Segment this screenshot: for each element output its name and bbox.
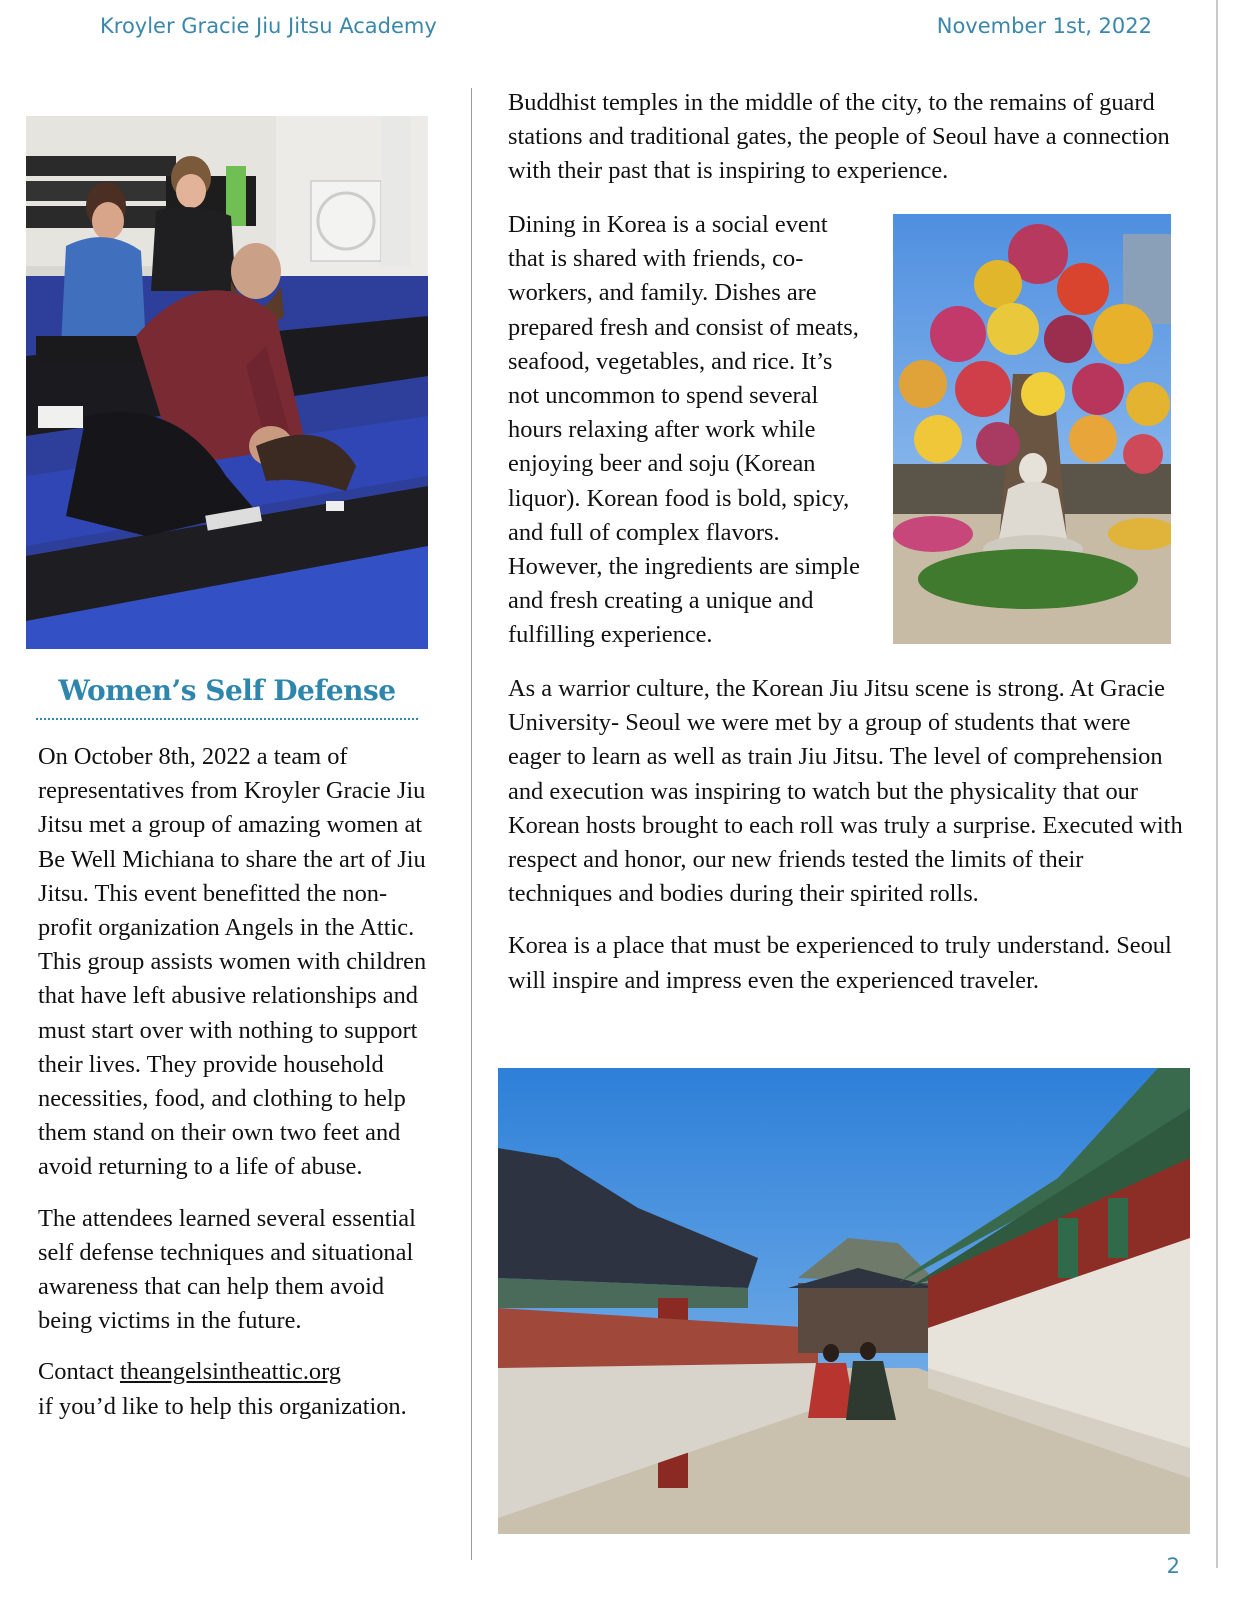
dining-paragraph: Dining in Korea is a social event that is shared with friends, co-workers, and family. Dishes are prepared fresh and consist of meats, seafood, vegetables, and rice. It’s not uncommon to spend several hours relaxing after work while enjoying beer and soju (Korean liquor). Korean food is bold, spicy, and full of complex flavors. However, the ingredients are simple and fresh creating a unique and fulfilling experience. (508, 211, 860, 649)
temples-paragraph-block (508, 86, 1188, 207)
header-date: November 1st, 2022 (936, 14, 1152, 38)
korea-closing-paragraph: Korea is a place that must be experienced to truly understand. Seoul will inspire and impress even the experienced traveler. (508, 932, 1172, 994)
title-dotted-underline (36, 718, 418, 720)
self-defense-class-photo (26, 116, 428, 649)
angels-in-the-attic-link[interactable]: theangelsintheattic.org (119, 1358, 341, 1386)
left-column-text (38, 740, 438, 1441)
self-defense-paragraph-2: The attendees learned several essential self defense techniques and situational awareness that can help them avoid being victims in the future. (38, 1204, 416, 1335)
temples-paragraph: Buddhist temples in the middle of the city, to the remains of guard stations and traditional gates, the people of Seoul have a connection with their past that is inspiring to experience. (508, 89, 1170, 185)
warrior-culture-paragraph: As a warrior culture, the Korean Jiu Jitsu scene is strong. At Gracie University- Seoul we were met by a group of students that were eager to learn as well as train Jiu Jitsu. The level of comprehension and execution was inspiring to watch but the physicality that our Korean hosts brought to each roll was truly a surprise. Executed with respect and honor, our new friends tested the limits of their techniques and bodies during their spirited rolls. (508, 675, 1183, 908)
page-number: 2 (1166, 1554, 1180, 1578)
self-defense-paragraph-1: On October 8th, 2022 a team of representatives from Kroyler Gracie Jiu Jitsu met a group of amazing women at Be Well Michiana to share the art of Jiu Jitsu. This event benefitted the non-profit organization Angels in the Attic. This group assists women with children that have left abusive relationships and must start over with nothing to support their lives. They provide household necessities, food, and clothing to help them stand on their own two feet and avoid returning to a life of abuse. (38, 743, 427, 1181)
contact-suffix: if you’d like to help this organization. (38, 1392, 407, 1420)
page-edge-divider (1216, 0, 1218, 1568)
contact-paragraph (38, 1355, 438, 1423)
section-title-womens-self-defense: Women’s Self Defense (58, 674, 396, 707)
dining-paragraph-block (508, 208, 860, 671)
korea-text-block (508, 672, 1188, 1016)
flower-tree-buddha-photo (893, 214, 1171, 644)
palace-alley-photo (498, 1068, 1190, 1534)
header-academy-name: Kroyler Gracie Jiu Jitsu Academy (100, 14, 437, 38)
contact-prefix: Contact (38, 1358, 120, 1386)
column-divider (471, 88, 472, 1560)
